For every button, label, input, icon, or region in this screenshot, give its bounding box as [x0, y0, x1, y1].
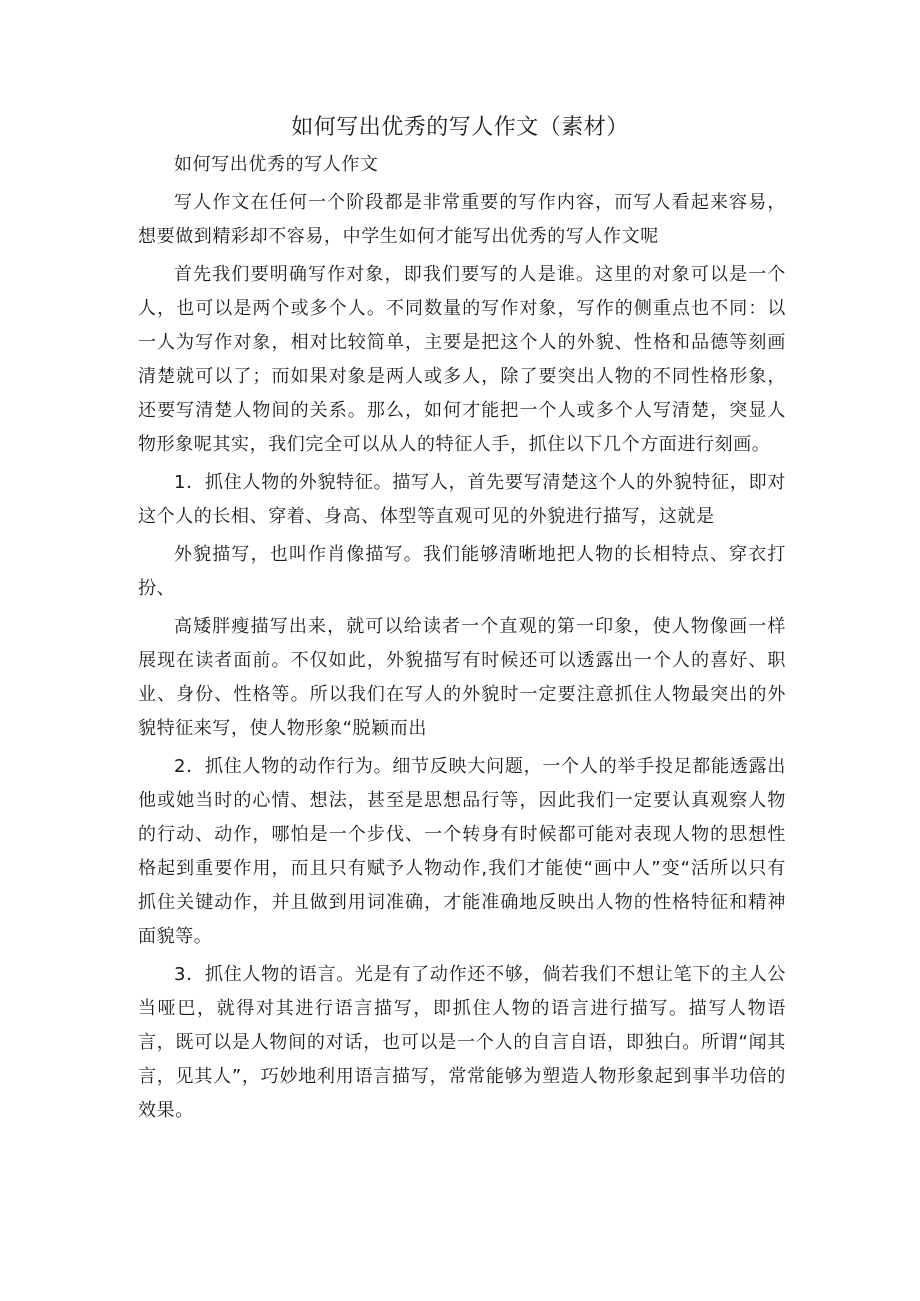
paragraph-writing-target: 首先我们要明确写作对象，即我们要写的人是谁。这里的对象可以是一个人，也可以是两个或多个人。不同数量的写作对象，写作的侧重点也不同：以一人为写作对象，相对比较简单，主要是把这个人的外貌、性格和品德等刻画清楚就可以了；而如果对象是两人或多人，除了要突出人物的不同性格形象，还要写清楚人物间的关系。那么，如何才能把一个人或多个人写清楚，突显人物形象呢其实，我们完全可以从人的特征人手，抓住以下几个方面进行刻画。 — [138, 264, 786, 455]
paragraph-appearance-cont-1: 外貌描写，也叫作肖像描写。我们能够清晰地把人物的长相特点、穿衣打扮、 — [138, 544, 786, 599]
paragraph-appearance: 1．抓住人物的外貌特征。描写人，首先要写清楚这个人的外貌特征，即对这个人的长相、穿着、身高、体型等直观可见的外貌进行描写，这就是 — [138, 472, 786, 527]
paragraph-actions: 2．抓住人物的动作行为。细节反映大问题，一个人的举手投足都能透露出他或她当时的心情、想法，甚至是思想品行等，因此我们一定要认真观察人物的行动、动作，哪怕是一个步伐、一个转身有时候都可能对表现人物的思想性格起到重要作用，而且只有赋予人物动作,我们才能使“画中人”变“活所以只有抓住关键动作，并且做到用词准确，才能准确地反映出人物的性格特征和精神面貌等。 — [138, 756, 786, 947]
paragraph-intro: 写人作文在任何一个阶段都是非常重要的写作内容，而写人看起来容易，想要做到精彩却不容易，中学生如何才能写出优秀的写人作文呢 — [138, 192, 786, 247]
paragraph-subtitle: 如何写出优秀的写人作文 — [174, 154, 379, 175]
document-body — [138, 148, 786, 1132]
document-title: 如何写出优秀的写人作文（素材） — [291, 115, 629, 140]
paragraph-appearance-cont-2: 高矮胖瘦描写出来，就可以给读者一个直观的第一印象，使人物像画一样展现在读者面前。不仅如此，外貌描写有时候还可以透露出一个人的喜好、职业、身份、性格等。所以我们在写人的外貌时一定要注意抓住人物最突出的外貌特征来写，使人物形象“脱颖而出 — [138, 616, 786, 739]
paragraph-language: 3．抓住人物的语言。光是有了动作还不够，倘若我们不想让笔下的主人公当哑巴，就得对其进行语言描写，即抓住人物的语言进行描写。描写人物语言，既可以是人物间的对话，也可以是一个人的自言自语，即独白。所谓“闻其言，见其人”，巧妙地利用语言描写，常常能够为塑造人物形象起到事半功倍的效果。 — [138, 964, 786, 1121]
